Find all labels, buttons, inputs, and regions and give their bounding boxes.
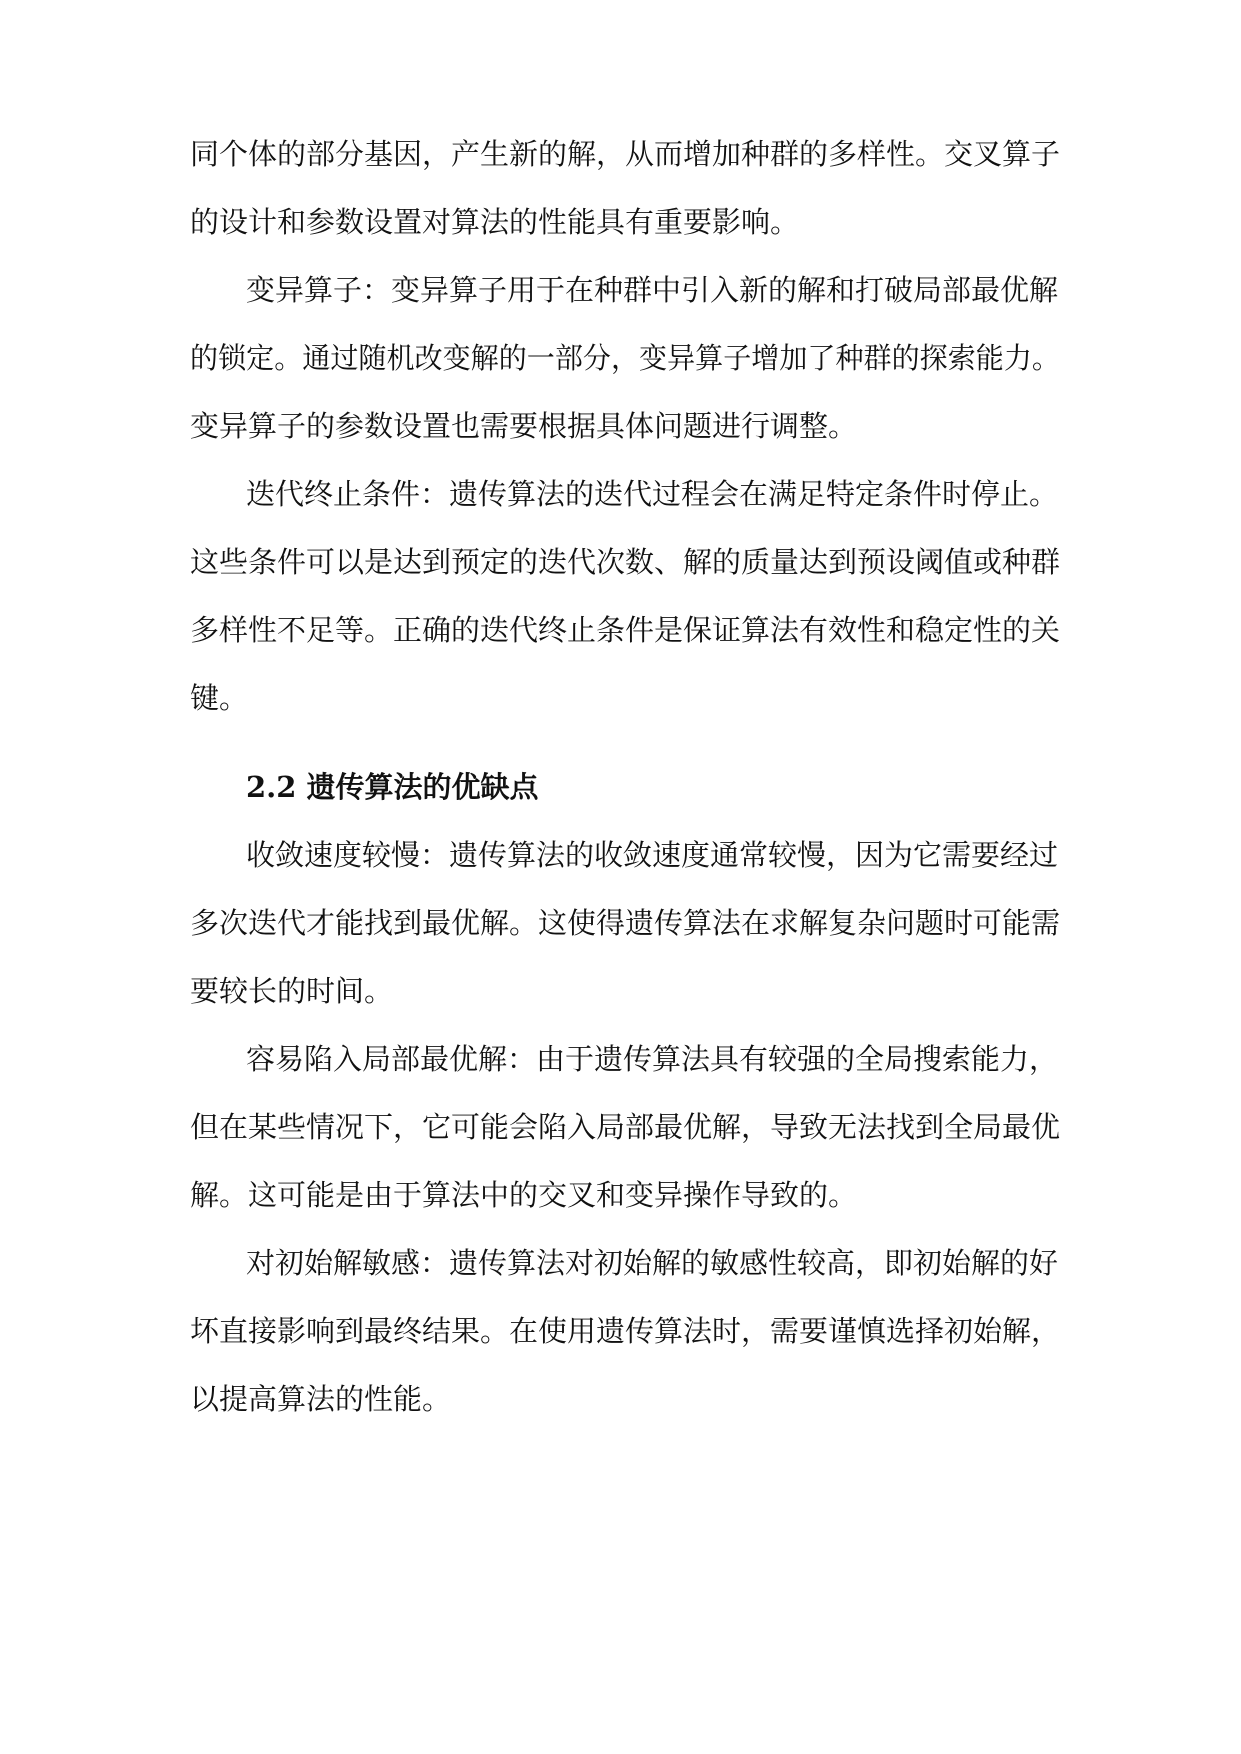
paragraph-line: 要较长的时间。: [190, 974, 394, 1008]
section-heading: 2.2 遗传算法的优缺点: [246, 770, 539, 804]
paragraph-line: 多次迭代才能找到最优解。这使得遗传算法在求解复杂问题时可能需: [190, 906, 1061, 940]
paragraph-line: 迭代终止条件：遗传算法的迭代过程会在满足特定条件时停止。: [246, 477, 1059, 511]
paragraph-line: 的设计和参数设置对算法的性能具有重要影响。: [190, 205, 800, 239]
paragraph-line: 但在某些情况下，它可能会陷入局部最优解，导致无法找到全局最优: [190, 1110, 1061, 1144]
paragraph-line: 容易陷入局部最优解：由于遗传算法具有较强的全局搜索能力，: [246, 1042, 1059, 1076]
paragraph-line: 坏直接影响到最终结果。在使用遗传算法时，需要谨慎选择初始解，: [190, 1314, 1061, 1348]
paragraph-line: 多样性不足等。正确的迭代终止条件是保证算法有效性和稳定性的关: [190, 613, 1061, 647]
paragraph-line: 对初始解敏感：遗传算法对初始解的敏感性较高，即初始解的好: [246, 1246, 1059, 1280]
paragraph-line: 键。: [190, 681, 249, 715]
paragraph-line: 同个体的部分基因，产生新的解，从而增加种群的多样性。交叉算子: [190, 137, 1061, 171]
paragraph-line: 的锁定。通过随机改变解的一部分，变异算子增加了种群的探索能力。: [190, 341, 1060, 375]
paragraph-line: 变异算子：变异算子用于在种群中引入新的解和打破局部最优解: [246, 273, 1059, 307]
paragraph-line: 解。这可能是由于算法中的交叉和变异操作导致的。: [190, 1178, 858, 1212]
paragraph-line: 收敛速度较慢：遗传算法的收敛速度通常较慢，因为它需要经过: [246, 838, 1059, 872]
paragraph-line: 以提高算法的性能。: [190, 1382, 452, 1416]
paragraph-line: 变异算子的参数设置也需要根据具体问题进行调整。: [190, 409, 858, 443]
paragraph-line: 这些条件可以是达到预定的迭代次数、解的质量达到预设阈值或种群: [190, 545, 1061, 579]
